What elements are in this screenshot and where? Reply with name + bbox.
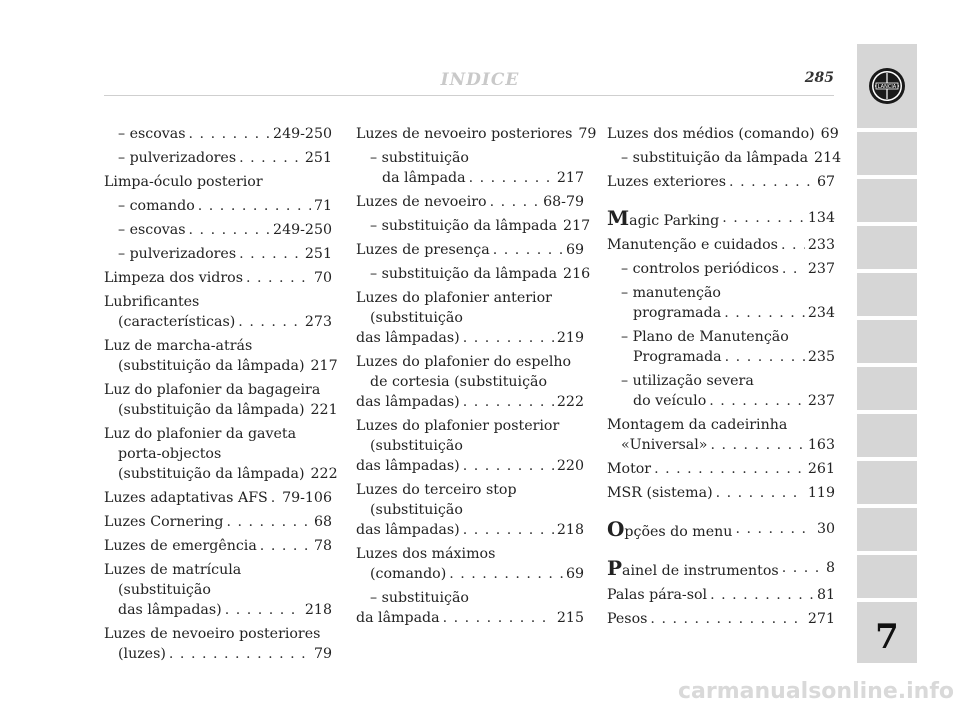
index-entry (607, 558, 835, 581)
index-line (356, 288, 584, 308)
index-line (607, 483, 835, 503)
index-entry (356, 240, 584, 260)
index-entry (607, 519, 835, 542)
index-line (104, 400, 338, 420)
index-entry (607, 283, 835, 323)
index-term: do veículo (633, 393, 707, 409)
index-line (104, 356, 338, 376)
index-line (104, 220, 332, 240)
index-entry (356, 352, 584, 412)
dot-leader (782, 558, 823, 581)
index-term: – substituição da lâmpada (621, 150, 809, 166)
index-term: Montagem da cadeirinha (607, 417, 788, 433)
header-rule (104, 95, 834, 96)
index-term: Luzes Cornering (104, 514, 224, 530)
index-line (356, 608, 584, 628)
index-line (607, 303, 835, 323)
index-entry (607, 259, 835, 279)
index-line (104, 600, 332, 620)
index-term: programada (633, 305, 722, 321)
index-entry (607, 483, 835, 503)
dot-leader (781, 235, 805, 255)
index-line (607, 259, 835, 279)
page-ref: 71 (313, 198, 332, 214)
index-line (607, 609, 835, 629)
index-term: Luzes adaptativas AFS (104, 490, 268, 506)
page-number: 285 (804, 70, 834, 86)
index-term: Luzes do plafonier do espelho (356, 354, 572, 370)
dot-leader (198, 196, 311, 216)
index-line (607, 558, 835, 581)
index-term: MSR (sistema) (607, 485, 713, 501)
index-term: Luz do plafonier da bagageira (104, 382, 321, 398)
dot-leader (189, 124, 271, 144)
index-entry (356, 480, 584, 540)
page-ref: 220 (556, 458, 584, 474)
index-term: Magic Parking (607, 206, 720, 230)
index-line (104, 560, 332, 580)
index-line (607, 415, 835, 435)
page-ref: 218 (556, 522, 584, 538)
page-ref: 221 (310, 402, 338, 418)
index-term: «Universal» (621, 437, 708, 453)
index-term: Opções do menu (607, 517, 733, 541)
page-ref: 217 (563, 218, 591, 234)
index-line (356, 352, 584, 372)
index-line (356, 564, 584, 584)
index-term: das lâmpadas) (356, 394, 460, 410)
page-ref: 222 (310, 466, 338, 482)
index-line (356, 500, 584, 520)
page-ref: 68 (313, 514, 332, 530)
page-ref: 81 (816, 587, 835, 603)
index-term: Lubrificantes (104, 294, 200, 310)
index-term: (substituição da lâmpada) (118, 402, 305, 418)
index-line (356, 520, 584, 540)
index-line (607, 435, 835, 455)
index-entry (104, 268, 332, 288)
index-term: Limpa-óculo posterior (104, 174, 263, 190)
index-entry (356, 288, 584, 348)
page-ref: 222 (556, 394, 584, 410)
index-line (356, 192, 584, 212)
dot-leader (463, 456, 554, 476)
index-entry (607, 609, 835, 629)
index-line (356, 216, 591, 236)
page-ref: 271 (807, 611, 835, 627)
index-line (104, 196, 332, 216)
index-entry (607, 235, 835, 255)
index-entry (607, 208, 835, 231)
page-ref: 68-79 (543, 194, 584, 210)
index-entry (607, 459, 835, 479)
index-line (607, 391, 835, 411)
index-line (356, 588, 584, 608)
index-term: (luzes) (118, 646, 166, 662)
index-line (104, 536, 332, 556)
index-term: (características) (118, 314, 236, 330)
index-entry (104, 512, 332, 532)
index-term: (comando) (370, 566, 447, 582)
index-line (356, 124, 597, 144)
index-entry (104, 148, 332, 168)
index-line (356, 328, 584, 348)
index-line (104, 148, 332, 168)
index-line (356, 168, 584, 188)
index-term: Luzes exteriores (607, 174, 727, 190)
index-term: – escovas (118, 222, 186, 238)
dot-leader (271, 488, 279, 508)
index-term: – pulverizadores (118, 246, 237, 262)
index-line (104, 312, 332, 332)
index-term: Painel de instrumentos (607, 556, 779, 580)
dot-leader (782, 259, 805, 279)
page-ref: 249-250 (273, 222, 332, 238)
index-column-2 (356, 124, 597, 632)
index-entry (104, 424, 338, 484)
index-line (104, 488, 332, 508)
page-ref: 69 (565, 566, 584, 582)
index-line (104, 464, 338, 484)
page-ref: 216 (563, 266, 591, 282)
index-term: – escovas (118, 126, 186, 142)
index-term: Luzes de nevoeiro (356, 194, 487, 210)
index-term: (substituição (118, 582, 211, 598)
index-line (104, 580, 332, 600)
page-ref: 79 (313, 646, 332, 662)
index-entry (607, 327, 835, 367)
index-line (356, 416, 584, 436)
index-term: – Plano de Manutenção (621, 329, 789, 345)
index-term: Motor (607, 461, 652, 477)
page-ref: 233 (807, 237, 835, 253)
page-ref: 217 (310, 358, 338, 374)
page-ref: 70 (313, 270, 332, 286)
index-term: – substituição (370, 590, 469, 606)
index-term: da lâmpada (382, 170, 466, 186)
index-line (356, 480, 584, 500)
chapter-tab (857, 44, 917, 663)
index-term: Luz de marcha-atrás (104, 338, 253, 354)
dot-leader (239, 244, 302, 264)
dot-leader (239, 148, 302, 168)
index-line (607, 148, 842, 168)
dot-leader (716, 483, 805, 503)
index-entry (356, 148, 584, 188)
dot-leader (710, 435, 804, 455)
dot-leader (710, 585, 814, 605)
page-ref: 215 (556, 610, 584, 626)
index-line (104, 336, 332, 356)
index-term: – substituição (370, 150, 469, 166)
dot-leader (735, 519, 814, 542)
dot-leader (443, 608, 554, 628)
chapter-number: 7 (857, 611, 917, 663)
page-ref: 273 (304, 314, 332, 330)
index-term: Luzes do plafonier posterior (356, 418, 560, 434)
page-ref: 217 (556, 170, 584, 186)
index-line (607, 519, 835, 542)
index-term: – utilização severa (621, 373, 754, 389)
index-term: Luzes dos máximos (356, 546, 496, 562)
index-entry (104, 380, 338, 420)
dot-leader (722, 208, 805, 231)
page-ref: 79-106 (282, 490, 332, 506)
index-line (356, 544, 584, 564)
index-line (104, 644, 332, 664)
watermark: carmanualsonline.info (678, 679, 954, 704)
index-entry (607, 415, 835, 455)
index-entry (356, 216, 591, 236)
page-ref: 163 (807, 437, 835, 453)
index-term: – manutenção (621, 285, 721, 301)
page-ref: 234 (807, 305, 835, 321)
index-line (356, 240, 584, 260)
dot-leader (225, 600, 302, 620)
index-line (356, 264, 591, 284)
dot-leader (449, 564, 563, 584)
page-ref: 251 (304, 246, 332, 262)
index-entry (104, 292, 332, 332)
index-line (104, 292, 332, 312)
index-term: Luzes de nevoeiro posteriores (104, 626, 321, 642)
dot-leader (169, 644, 311, 664)
index-term: – comando (118, 198, 195, 214)
index-entry (607, 172, 835, 192)
index-entry (607, 148, 842, 168)
page-ref: 218 (304, 602, 332, 618)
index-line (104, 624, 332, 644)
page-ref: 214 (814, 150, 842, 166)
index-term: Luz do plafonier da gaveta (104, 426, 297, 442)
page-ref: 261 (807, 461, 835, 477)
index-term: Luzes de matrícula (104, 562, 242, 578)
index-term: Luzes do plafonier anterior (356, 290, 552, 306)
index-line (356, 456, 584, 476)
index-term: da lâmpada (356, 610, 440, 626)
index-entry (607, 371, 835, 411)
index-entry (607, 585, 835, 605)
index-line (607, 459, 835, 479)
dot-leader (724, 303, 805, 323)
page-ref: 69 (820, 126, 839, 142)
index-entry (104, 624, 332, 664)
index-column-1 (104, 124, 338, 668)
page-ref: 119 (807, 485, 835, 501)
index-line (104, 268, 332, 288)
index-line (104, 172, 332, 192)
index-term: das lâmpadas) (356, 330, 460, 346)
index-entry (356, 544, 584, 584)
index-term: das lâmpadas) (356, 522, 460, 538)
dot-leader (463, 520, 554, 540)
index-term: Limpeza dos vidros (104, 270, 243, 286)
index-term: Luzes dos médios (comando) (607, 126, 815, 142)
dot-leader (709, 391, 805, 411)
index-column-3 (607, 124, 842, 633)
page-ref: 69 (565, 242, 584, 258)
index-entry (356, 192, 584, 212)
page-ref: 134 (807, 210, 835, 226)
dot-leader (260, 536, 311, 556)
index-term: – controlos periódicos (621, 261, 779, 277)
index-term: Luzes de presença (356, 242, 490, 258)
index-line (104, 380, 332, 400)
index-term: (substituição da lâmpada) (118, 358, 305, 374)
tab-stripes (857, 132, 917, 663)
page-ref: 237 (807, 261, 835, 277)
index-line (104, 424, 332, 444)
page-ref: 78 (313, 538, 332, 554)
dot-leader (490, 192, 541, 212)
index-entry (104, 560, 332, 620)
page-ref: 30 (816, 521, 835, 537)
index-entry (104, 244, 332, 264)
index-line (104, 244, 332, 264)
index-term: Programada (633, 349, 722, 365)
index-line (607, 283, 835, 303)
page-ref: 219 (556, 330, 584, 346)
index-line (607, 172, 835, 192)
index-term: Manutenção e cuidados (607, 237, 778, 253)
dot-leader (238, 312, 302, 332)
dot-leader (729, 172, 814, 192)
page-ref: 67 (816, 174, 835, 190)
lancia-logo-icon (857, 44, 917, 128)
index-term: (substituição da lâmpada) (118, 466, 305, 482)
index-line (607, 327, 835, 347)
index-term: Luzes do terceiro stop (356, 482, 517, 498)
index-term: Luzes de nevoeiro posteriores (356, 126, 573, 142)
index-entry (607, 124, 839, 144)
page-ref: 249-250 (273, 126, 332, 142)
index-entry (104, 336, 338, 376)
index-entry (104, 488, 332, 508)
index-term: Pesos (607, 611, 648, 627)
index-entry (104, 124, 332, 144)
index-entry (356, 416, 584, 476)
index-term: Palas pára-sol (607, 587, 708, 603)
index-entry (104, 196, 332, 216)
dot-leader (189, 220, 271, 240)
index-entry (356, 588, 584, 628)
page-ref: 251 (304, 150, 332, 166)
header-title: INDICE (440, 70, 520, 90)
dot-leader (226, 512, 310, 532)
index-term: (substituição (370, 310, 463, 326)
index-term: – pulverizadores (118, 150, 237, 166)
dot-leader (493, 240, 563, 260)
dot-leader (650, 609, 804, 629)
index-term: porta-objectos (118, 446, 222, 462)
index-line (356, 308, 584, 328)
dot-leader (725, 347, 805, 367)
svg-text:LANCIA: LANCIA (877, 84, 897, 90)
index-term: das lâmpadas) (356, 458, 460, 474)
page-ref: 79 (578, 126, 597, 142)
index-term: – substituição da lâmpada (370, 218, 558, 234)
index-line (607, 235, 835, 255)
dot-leader (463, 328, 554, 348)
index-entry (356, 264, 591, 284)
index-line (356, 148, 584, 168)
index-line (104, 512, 332, 532)
index-line (607, 585, 835, 605)
dot-leader (246, 268, 311, 288)
index-line (356, 436, 584, 456)
index-term: Luzes de emergência (104, 538, 257, 554)
index-entry (104, 536, 332, 556)
index-term: (substituição (370, 502, 463, 518)
dot-leader (463, 392, 554, 412)
index-line (607, 347, 835, 367)
index-line (104, 124, 332, 144)
index-line (607, 124, 839, 144)
index-entry (104, 172, 332, 192)
dot-leader (654, 459, 805, 479)
index-term: – substituição da lâmpada (370, 266, 558, 282)
index-line (104, 444, 332, 464)
index-entry (356, 124, 597, 144)
index-line (356, 392, 584, 412)
index-line (356, 372, 584, 392)
dot-leader (469, 168, 554, 188)
index-term: de cortesia (substituição (370, 374, 548, 390)
index-line (607, 371, 835, 391)
index-entry (104, 220, 332, 240)
index-line (607, 208, 835, 231)
index-term: das lâmpadas) (118, 602, 222, 618)
page-ref: 8 (825, 560, 835, 576)
index-term: (substituição (370, 438, 463, 454)
page-ref: 237 (807, 393, 835, 409)
page-ref: 235 (807, 349, 835, 365)
